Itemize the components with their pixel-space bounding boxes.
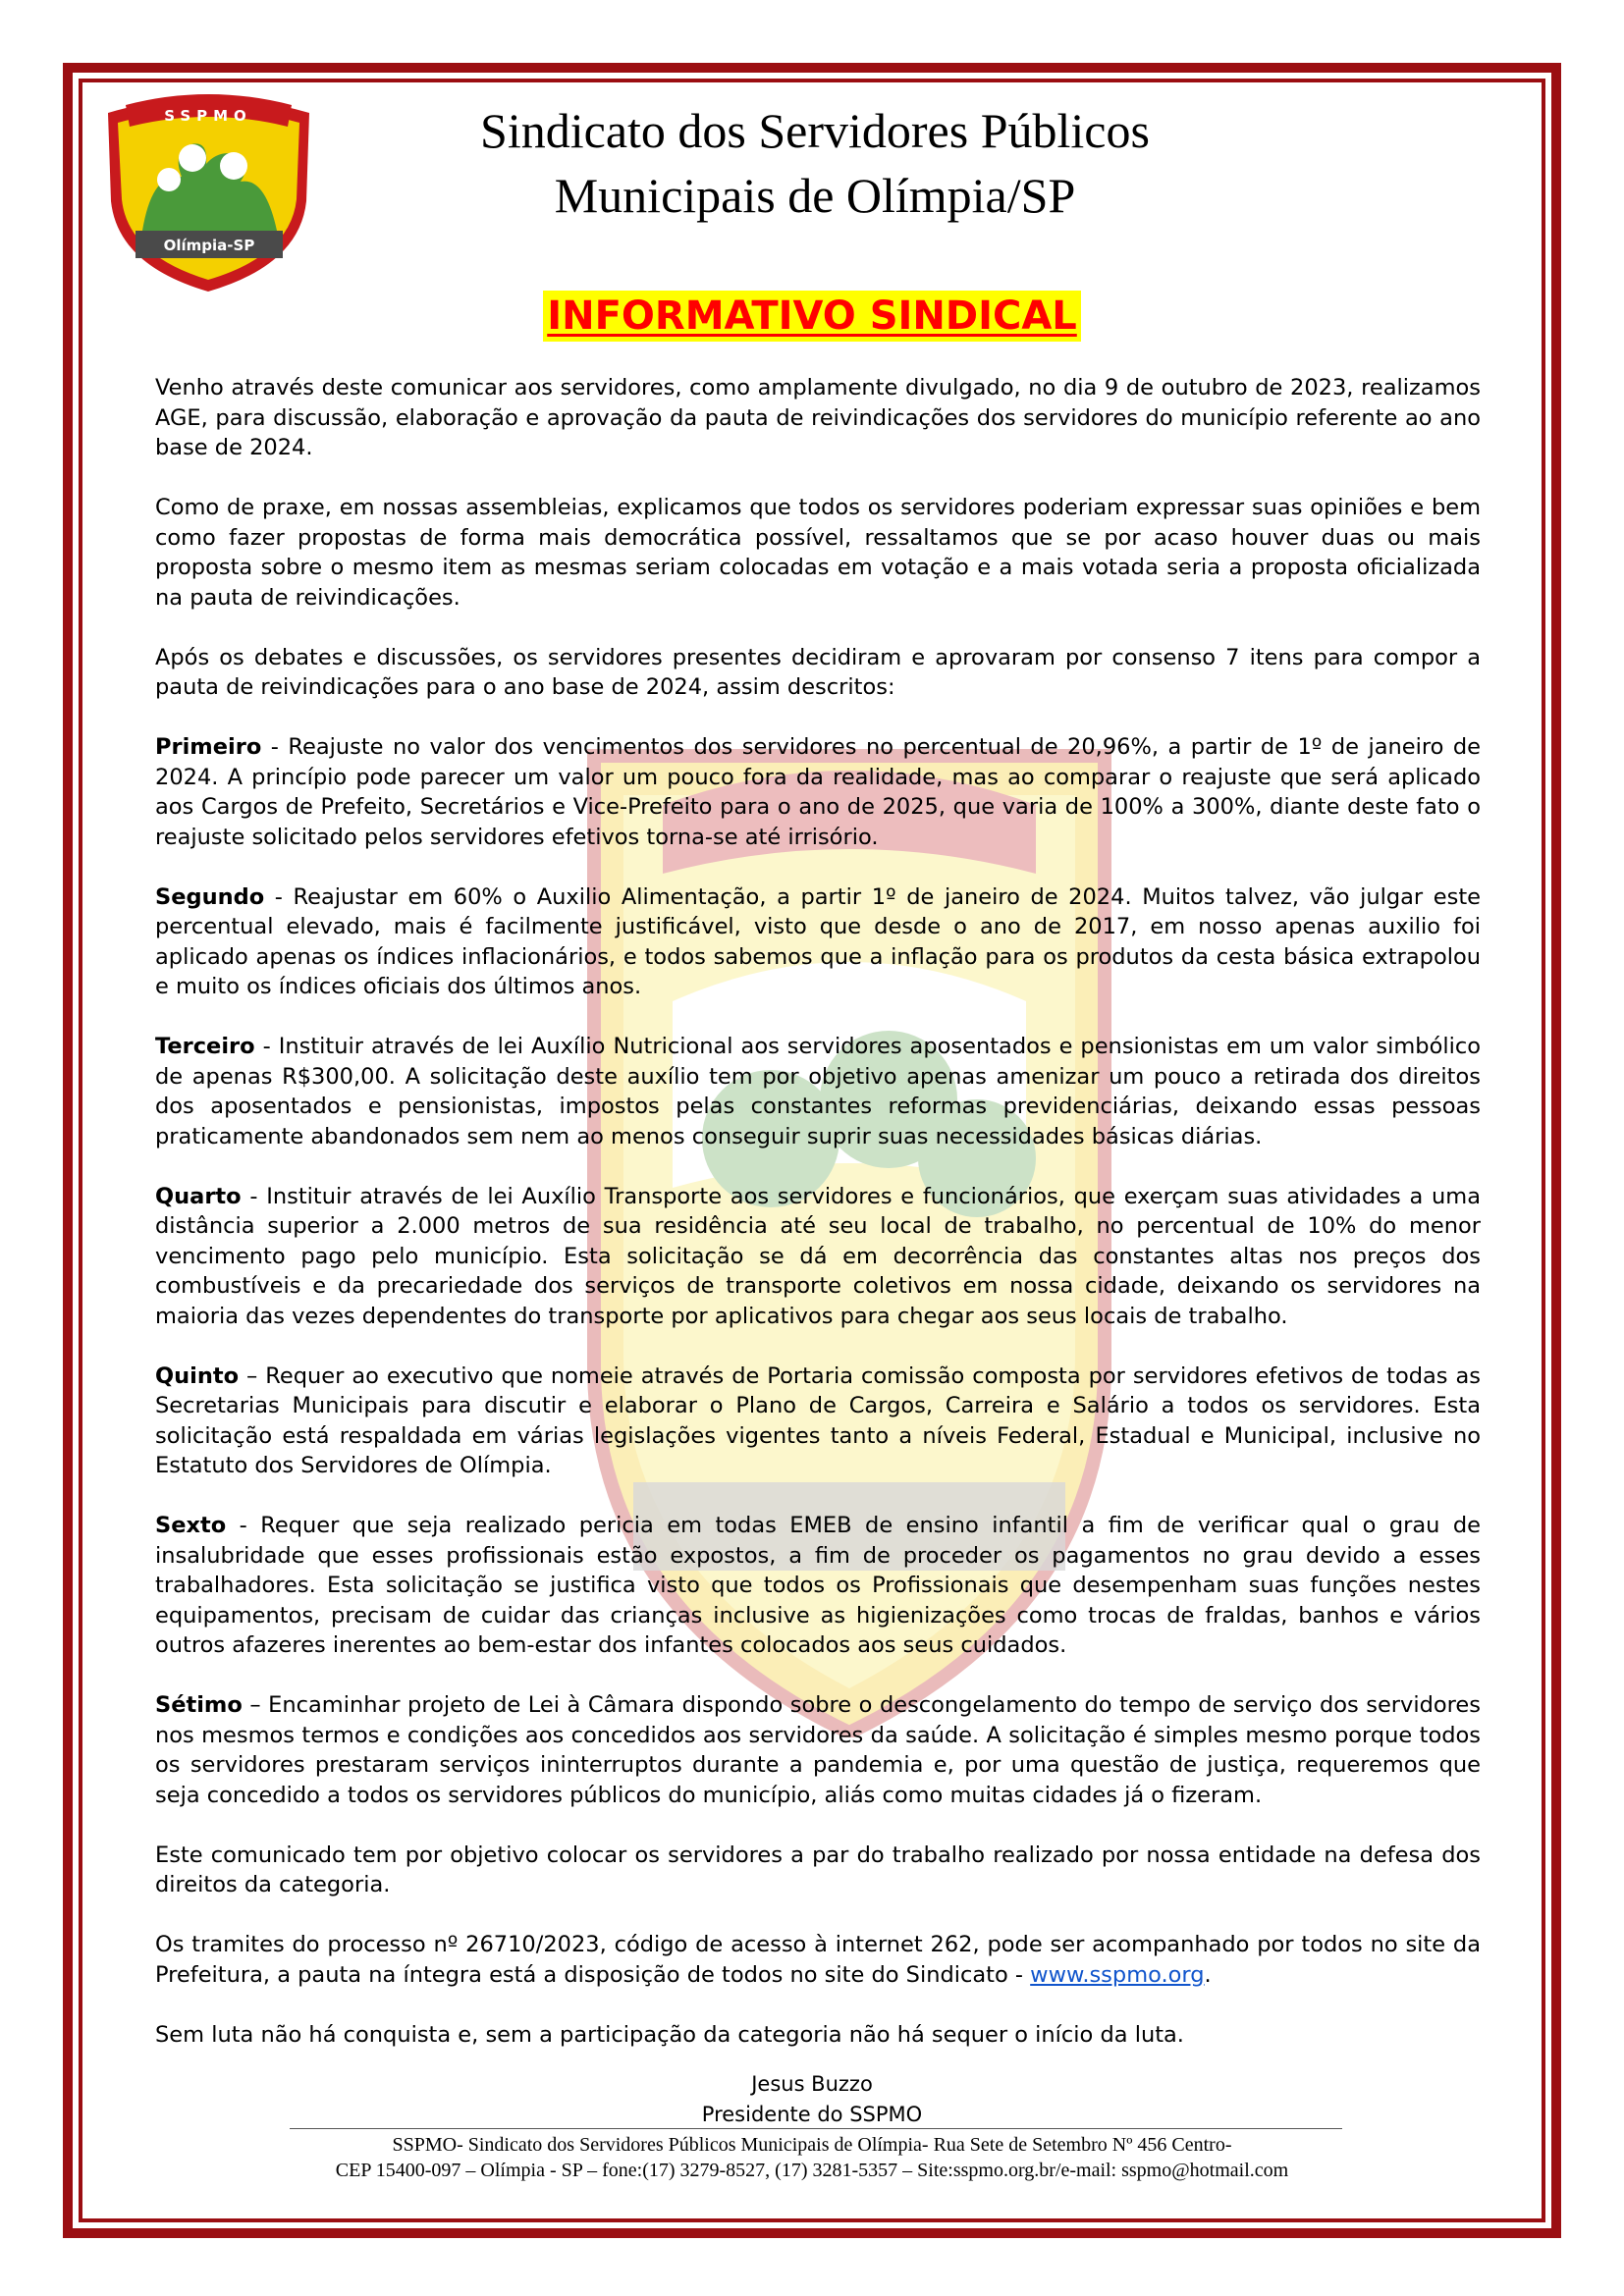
item-text: – Encaminhar projeto de Lei à Câmara dispondo sobre o descongelamento do tempo de serviço dos servidores nos mesmos termos e condições aos concedidos aos servidores da saúde. A solicitação é simples mesmo porque todos os servidores prestaram serviços ininterruptos durante a pandemia e, por uma questão de justiça, requeremos que seja concedido a todos os servidores públicos do município, aliás como muitas cidades já o fizeram. xyxy=(155,1692,1481,1808)
process-paragraph xyxy=(155,1930,1481,1990)
item-terceiro xyxy=(155,1032,1481,1151)
footer xyxy=(0,2132,1624,2183)
item-text: - Reajustar em 60% o Auxilio Alimentação, a partir 1º de janeiro de 2024. Muitos talvez, vão julgar este percentual elevado, mais é facilmente justificável, visto que desde o ano de 2017, em nosso apenas auxilio foi aplicado apenas os índices inflacionários, e todos sabemos que a inflação para os produtos da cesta básica extrapolou e muito os índices oficiais dos últimos anos. xyxy=(155,883,1481,999)
logo-text-top: SSPMO xyxy=(164,107,252,125)
informativo-banner-text: INFORMATIVO SINDICAL xyxy=(543,291,1081,342)
sindicato-site-link[interactable]: www.sspmo.org xyxy=(1030,1961,1205,1988)
item-segundo xyxy=(155,882,1481,1002)
item-label: Sexto xyxy=(155,1513,227,1538)
item-primeiro xyxy=(155,732,1481,852)
item-text: - Instituir através de lei Auxílio Transporte aos servidores e funcionários, que exerçam suas atividades a uma distância superior a 2.000 metros de sua residência até seu local de trabalho, no percentual de 10% do menor vencimento pago pelo município. Esta solicitação se dá em decorrência das constantes altas nos preços dos combustíveis e da precariedade dos serviços de transporte coletivos em nossa cidade, deixando os servidores na maioria das vezes dependentes do transporte por aplicativos para chegar aos seus locais de trabalho. xyxy=(155,1183,1481,1329)
objective-paragraph: Este comunicado tem por objetivo colocar os servidores a par do trabalho realizado por nossa entidade na defesa dos direitos da categoria. xyxy=(155,1842,1481,1897)
item-text: – Requer ao executivo que nomeie através de Portaria comissão composta por servidores efetivos de todas as Secretarias Municipais para discutir e elaborar o Plano de Cargos, Carreira e Salário a todos os servidores. Esta solicitação está respaldada em várias legislações vigentes tanto a níveis Federal, Estadual e Municipal, inclusive no Estatuto dos Servidores de Olímpia. xyxy=(155,1362,1481,1478)
item-quarto xyxy=(155,1182,1481,1332)
informativo-banner xyxy=(0,291,1624,342)
assembly-paragraph: Como de praxe, em nossas assembleias, explicamos que todos os servidores poderiam expressar suas opiniões e bem como fazer propostas de forma mais democrática possível, ressaltamos que se por acaso houver duas ou mais proposta sobre o mesmo item as mesmas seriam colocadas em votação e a mais votada seria a proposta oficializada na pauta de reivindicações. xyxy=(155,495,1481,611)
item-label: Quinto xyxy=(155,1362,240,1389)
organization-title xyxy=(324,98,1306,228)
signature-role: Presidente do SSPMO xyxy=(701,2103,923,2126)
item-setimo xyxy=(155,1690,1481,1810)
item-label: Quarto xyxy=(155,1183,242,1209)
item-sexto xyxy=(155,1511,1481,1661)
process-text-end: . xyxy=(1204,1961,1212,1988)
item-quinto xyxy=(155,1362,1481,1481)
item-label: Sétimo xyxy=(155,1692,243,1718)
item-text: - Reajuste no valor dos vencimentos dos servidores no percentual de 20,96%, a partir de 1º de janeiro de 2024. A princípio pode parecer um valor um pouco fora da realidade, mas ao comparar o reajuste que será aplicado aos Cargos de Prefeito, Secretários e Vice-Prefeito para o ano de 2025, que varia de 100% a 300%, diante deste fato o reajuste solicitado pelos servidores efetivos torna-se até irrisório. xyxy=(155,734,1481,850)
closing-paragraph: Sem luta não há conquista e, sem a participação da categoria não há sequer o início da luta. xyxy=(155,2021,1184,2048)
footer-line2: CEP 15400-097 – Olímpia - SP – fone:(17) 3279-8527, (17) 3281-5357 – Site:sspmo.org.br/e-mail: sspmo@hotmail.com xyxy=(335,2160,1289,2181)
item-text: - Instituir através de lei Auxílio Nutricional aos servidores aposentados e pensionistas em um valor simbólico de apenas R$300,00. A solicitação deste auxílio tem por objetivo apenas amenizar um pouco a retirada dos direitos dos aposentados e pensionistas, impostos pelas constantes reformas previdenciárias, deixando essas pessoas praticamente abandonados sem nem ao menos conseguir suprir suas necessidades básicas diárias. xyxy=(155,1034,1481,1149)
footer-divider xyxy=(290,2128,1342,2129)
item-label: Primeiro xyxy=(155,734,262,760)
item-label: Segundo xyxy=(155,883,265,910)
signature-name: Jesus Buzzo xyxy=(751,2072,873,2096)
sspmo-logo xyxy=(98,83,319,294)
logo-text-bottom: Olímpia-SP xyxy=(163,237,255,254)
footer-line1: SSPMO- Sindicato dos Servidores Públicos Municipais de Olímpia- Rua Sete de Setembro Nº 456 Centro- xyxy=(392,2134,1232,2156)
intro-paragraph: Venho através deste comunicar aos servidores, como amplamente divulgado, no dia 9 de outubro de 2023, realizamos AGE, para discussão, elaboração e aprovação da pauta de reivindicações dos servidores do município referente ao ano base de 2024. xyxy=(155,375,1481,460)
organization-title-line1: Sindicato dos Servidores Públicos xyxy=(480,103,1150,158)
signature-block xyxy=(0,2069,1624,2130)
item-text: - Requer que seja realizado pericia em todas EMEB de ensino infantil a fim de verificar qual o grau de insalubridade que esses profissionais estão expostos, a fim de proceder os pagamentos no grau devido a esses trabalhadores. Esta solicitação se justifica visto que todos os Profissionais que desempenham suas funções nestes equipamentos, precisam de cuidar das crianças inclusive as higienizações como trocas de fraldas, banhos e vários outros afazeres inerentes ao bem-estar dos infantes colocados aos seus cuidados. xyxy=(155,1513,1481,1658)
consensus-paragraph: Após os debates e discussões, os servidores presentes decidiram e aprovaram por consenso 7 itens para compor a pauta de reivindicações para o ano base de 2024, assim descritos: xyxy=(155,644,1481,700)
item-label: Terceiro xyxy=(155,1034,255,1059)
process-text: Os tramites do processo nº 26710/2023, código de acesso à internet 262, pode ser acompanhado por todos no site da Prefeitura, a pauta na íntegra está a disposição de todos no site do Sindicato - xyxy=(155,1932,1481,1988)
organization-title-line2: Municipais de Olímpia/SP xyxy=(554,168,1076,223)
document-body xyxy=(155,373,1481,2080)
